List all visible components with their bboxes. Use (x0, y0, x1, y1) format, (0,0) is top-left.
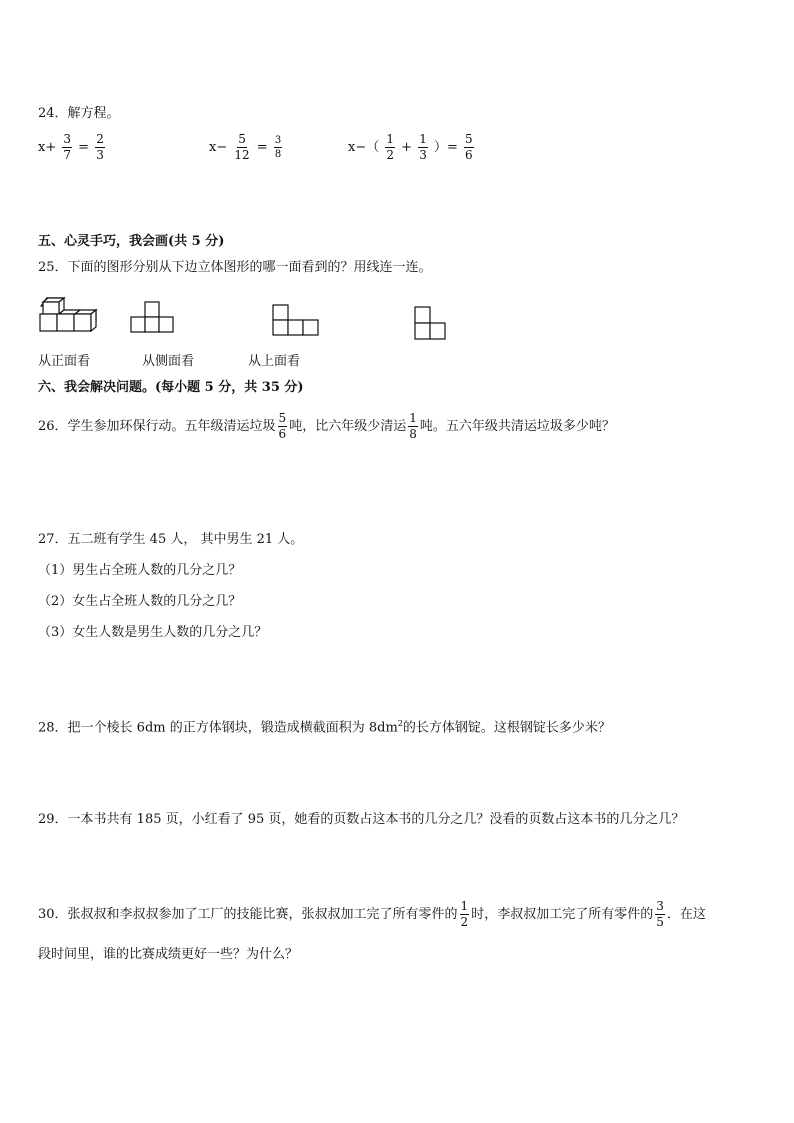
fraction: $\frac{5}{12}$ (234, 132, 250, 163)
q24-equation-3: x−（ $\frac{1}{2}$ + $\frac{1}{3}$ ）= $\frac{5}{6}$ (348, 132, 473, 163)
q25-text: 25．下面的图形分别从下边立体图形的哪一面看到的？用线连一连。 (38, 260, 432, 275)
view-label-front: 从正面看 (38, 354, 91, 369)
view-shape-3 (414, 305, 448, 341)
q30-text-line-1: 30．张叔叔和李叔叔参加了工厂的技能比赛，张叔叔加工完了所有零件的 $\frac{1}{2}$ 时，李叔叔加工完了所有零件的 $\frac{3}{5}$ ．在这 (38, 899, 706, 930)
q24-label: 24．解方程。 (38, 106, 120, 121)
view-label-top: 从上面看 (248, 354, 301, 369)
fraction: $\frac{1}{8}$ (409, 411, 417, 442)
q24-equation-2: x− $\frac{5}{12}$ = $\frac{3}{8}$ (209, 132, 282, 163)
fraction: $\frac{1}{2}$ (386, 132, 395, 163)
fraction: $\frac{3}{8}$ (274, 135, 282, 161)
fraction: $\frac{1}{2}$ (460, 899, 469, 930)
q27-sub-2: （2）女生占全班人数的几分之几？ (38, 594, 242, 609)
fraction: $\frac{2}{3}$ (96, 132, 104, 163)
q30-text-line-2: 段时间里，谁的比赛成绩更好一些？为什么？ (38, 947, 299, 962)
fraction: $\frac{5}{6}$ (278, 411, 287, 442)
view-shape-1 (130, 300, 176, 334)
section-5-title: 五、心灵手巧，我会画(共 5 分) (38, 234, 225, 249)
section-6-title: 六、我会解决问题。(每小题 5 分，共 35 分) (38, 380, 304, 395)
view-shape-2 (272, 303, 320, 337)
q24-equation-1: x+ $\frac{3}{7}$ = $\frac{2}{3}$ (38, 132, 104, 163)
q27-sub-1: （1）男生占全班人数的几分之几？ (38, 563, 242, 578)
fraction: $\frac{1}{3}$ (419, 132, 427, 163)
q28-text: 28．把一个棱长 6dm 的正方体钢块，锻造成横截面积为 $8dm^2$的长方体钢锭。这根钢锭长多少米？ (38, 719, 611, 736)
q26-text: 26．学生参加环保行动。五年级清运垃圾 $\frac{5}{6}$ 吨，比六年级少清运 $\frac{1}{8}$ 吨。五六年级共清运垃圾多少吨？ (38, 411, 615, 442)
fraction: $\frac{3}{5}$ (656, 899, 664, 930)
fraction: $\frac{3}{7}$ (63, 132, 72, 163)
solid-figure (38, 296, 102, 336)
q27-text: 27．五二班有学生 45 人， 其中男生 21 人。 (38, 532, 304, 547)
q27-sub-3: （3）女生人数是男生人数的几分之几？ (38, 625, 268, 640)
view-label-side: 从侧面看 (142, 354, 195, 369)
q29-text: 29．一本书共有 185 页，小红看了 95 页，她看的页数占这本书的几分之几？没看的页数占这本书的几分之几？ (38, 812, 685, 827)
fraction: $\frac{5}{6}$ (465, 132, 473, 163)
